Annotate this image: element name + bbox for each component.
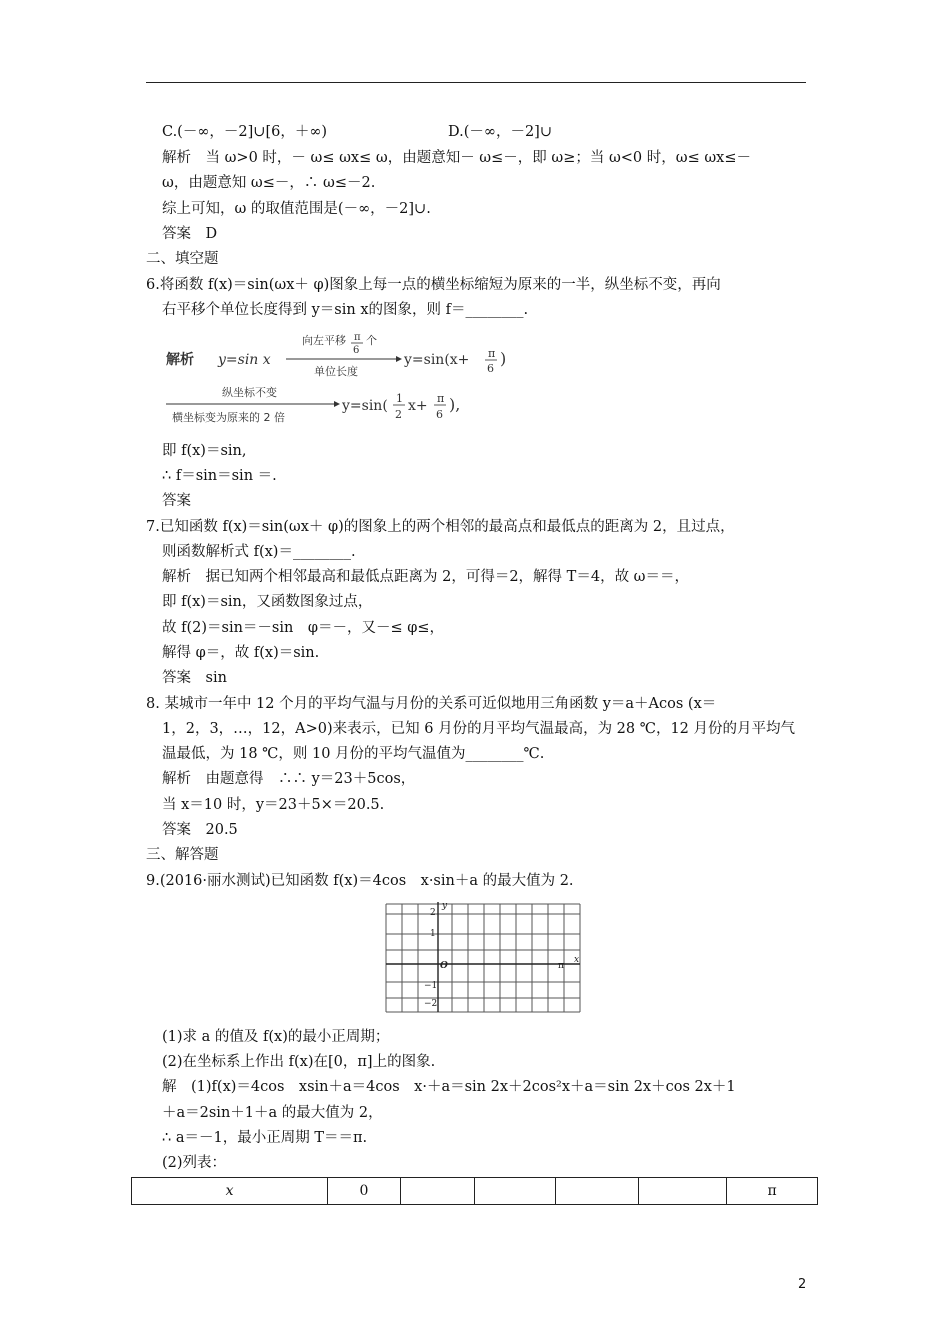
transformation-svg xyxy=(162,330,522,430)
question-6: 6.将函数 f(x)＝sin(ωx＋ φ)图象上每一点的横坐标缩短为原来的一半，纵坐标不变，再向 xyxy=(146,277,721,293)
svg-text:x: x xyxy=(574,955,580,965)
solution-line: ∴ f＝sin＝sin ＝. xyxy=(162,468,277,484)
value-table xyxy=(131,1177,818,1205)
tick-label: −2 xyxy=(424,999,438,1009)
solution-line: ＋a＝2sin＋1＋a 的最大值为 2， xyxy=(162,1105,383,1121)
section-heading: 三、解答题 xyxy=(146,847,219,863)
svg-text:6: 6 xyxy=(436,408,443,421)
tick-label: π xyxy=(558,961,564,971)
question-7-cont: 则函数解析式 f(x)＝________. xyxy=(162,544,356,560)
solution-line: ∴ a＝－1，最小正周期 T＝＝π. xyxy=(162,1130,368,1146)
header-rule xyxy=(146,82,806,83)
svg-text:x+: x+ xyxy=(408,398,428,414)
conclusion-line: 综上可知，ω 的取值范围是(－∞，－2]∪. xyxy=(162,201,431,217)
tick-label: 1 xyxy=(430,929,436,939)
svg-text:向左平移: 向左平移 xyxy=(302,334,346,347)
answer-line: 答案 sin xyxy=(162,670,227,686)
analysis-line: 当 x＝10 时，y＝23＋5×＝20.5. xyxy=(162,797,385,813)
svg-text:个: 个 xyxy=(366,334,377,347)
svg-text:y: y xyxy=(442,901,448,911)
svg-text:纵坐标不变: 纵坐标不变 xyxy=(222,386,277,399)
svg-text:π: π xyxy=(354,332,361,343)
analysis-line: 故 f(2)＝sin＝－sin φ＝－，又－≤ φ≤， xyxy=(162,620,445,636)
analysis-line: ω，由题意知 ω≤－，∴ ω≤－2. xyxy=(162,175,376,191)
grid-svg xyxy=(382,900,582,1016)
svg-text:2: 2 xyxy=(395,408,402,421)
svg-text:π: π xyxy=(437,392,445,405)
sub-question: (1)求 a 的值及 f(x)的最小正周期； xyxy=(162,1029,390,1045)
question-7: 7.已知函数 f(x)＝sin(ωx＋ φ)的图象上的两个相邻的最高点和最低点的距离为 2，且过点， xyxy=(146,519,735,535)
analysis-line: 即 f(x)＝sin，又函数图象过点， xyxy=(162,594,373,610)
table-cell xyxy=(400,1178,475,1205)
question-9: 9.(2016·丽水测试)已知函数 f(x)＝4cos x·sin＋a 的最大值为 2. xyxy=(146,873,574,889)
table-row xyxy=(132,1178,818,1205)
analysis-line: 解析 当 ω>0 时，－ ω≤ ωx≤ ω，由题意知－ ω≤－，即 ω≥；当 ω<0 时，ω≤ ωx≤－ xyxy=(162,150,752,166)
analysis-line: 解析 据已知两个相邻最高和最低点距离为 2，可得＝2，解得 T＝4，故 ω＝＝， xyxy=(162,569,689,585)
option-d: D.(－∞，－2]∪ xyxy=(448,124,552,140)
tick-label: −1 xyxy=(424,981,438,991)
answer-line: 答案 xyxy=(162,493,191,509)
coordinate-grid xyxy=(382,900,582,1020)
analysis-line: 解得 φ＝，故 f(x)＝sin. xyxy=(162,645,320,661)
table-cell xyxy=(638,1178,727,1205)
table-cell: π xyxy=(727,1178,818,1205)
option-c: C.(－∞，－2]∪[6，＋∞) xyxy=(162,124,328,140)
svg-text:): ) xyxy=(500,349,507,368)
table-cell: 0 xyxy=(328,1178,401,1205)
svg-text:),: ), xyxy=(449,395,461,414)
page-number: 2 xyxy=(798,1277,807,1292)
transformation-diagram xyxy=(162,330,522,430)
answer-line: 答案 20.5 xyxy=(162,822,238,838)
answer-line: 答案 D xyxy=(162,226,218,242)
solution-line: (2)列表： xyxy=(162,1155,227,1171)
question-8-cont: 1，2，3，…，12，A>0)来表示，已知 6 月份的月平均气温最高，为 28 ℃，12 月份的月平均气 xyxy=(162,721,796,737)
svg-text:y=sin(: y=sin( xyxy=(342,398,388,414)
svg-text:1: 1 xyxy=(396,392,403,405)
table-cell xyxy=(475,1178,556,1205)
svg-text:π: π xyxy=(488,347,496,360)
question-8-cont: 温最低，为 18 ℃，则 10 月份的平均气温值为________℃. xyxy=(162,746,545,762)
section-heading: 二、填空题 xyxy=(146,251,219,267)
solution-line: 解 (1)f(x)＝4cos xsin＋a＝4cos x·＋a＝sin 2x＋2cos²x＋a＝sin 2x＋cos 2x＋1 xyxy=(162,1079,736,1095)
svg-text:y=sin x: y=sin x xyxy=(218,352,271,368)
svg-text:6: 6 xyxy=(487,362,494,375)
table-cell: x xyxy=(132,1178,328,1205)
svg-text:单位长度: 单位长度 xyxy=(314,365,358,378)
origin-label: O xyxy=(440,961,448,971)
question-8: 8. 某城市一年中 12 个月的平均气温与月份的关系可近似地用三角函数 y＝a＋Acos (x＝ xyxy=(146,696,717,712)
sub-question: (2)在坐标系上作出 f(x)在[0，π]上的图象. xyxy=(162,1054,436,1070)
analysis-label: 解析 xyxy=(166,352,194,368)
table-cell xyxy=(556,1178,639,1205)
analysis-line: 解析 由题意得 ∴∴ y＝23＋5cos， xyxy=(162,771,416,787)
svg-text:y=sin(x+: y=sin(x+ xyxy=(404,352,470,368)
question-6-cont: 右平移个单位长度得到 y＝sin x的图象，则 f＝________. xyxy=(162,302,529,318)
svg-text:6: 6 xyxy=(353,345,360,356)
svg-text:横坐标变为原来的 2 倍: 横坐标变为原来的 2 倍 xyxy=(172,411,285,424)
tick-label: 2 xyxy=(430,908,436,918)
solution-line: 即 f(x)＝sin, xyxy=(162,443,247,459)
